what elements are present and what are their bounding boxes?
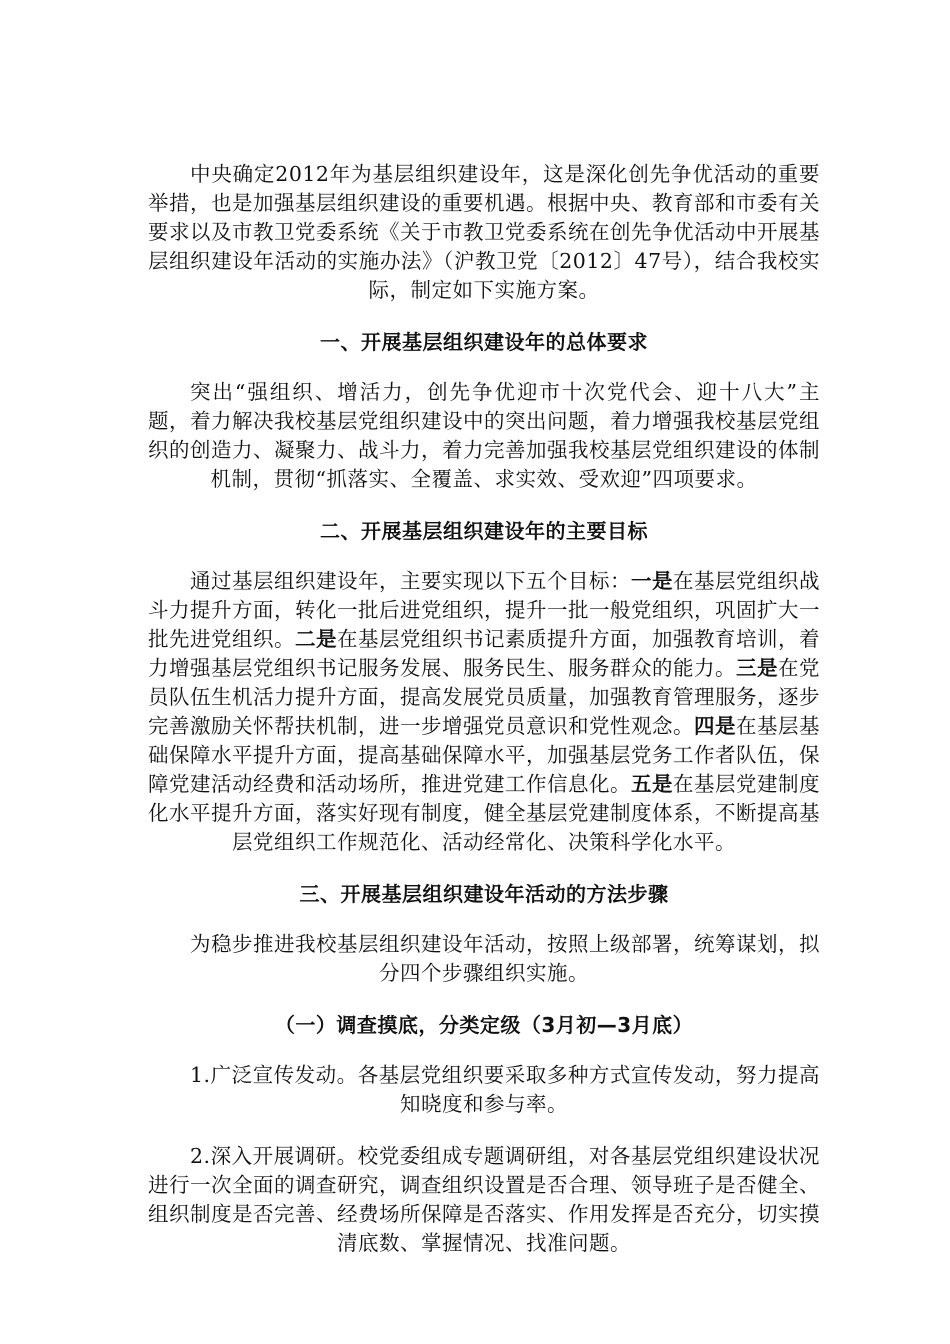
section-3-heading: 三、开展基层组织建设年活动的方法步骤 [299,882,669,906]
goal-2-label: 二是 [295,627,337,651]
section-2-heading: 二、开展基层组织建设年的主要目标 [320,519,648,543]
goal-4-label: 四是 [694,714,736,738]
intro-paragraph: 中央确定2012年为基层组织建设年，这是深化创先争优活动的重要举措，也是加强基层组织建设的重要机遇。根据中央、教育部和市委有关要求以及市教卫党委系统《关于市教卫党委系统在创先争优活动中开展基层组织建设年活动的实施办法》（沪教卫党〔2012〕47号），结合我校实际，制定如下实施方案。 [148,162,820,302]
goal-3-text: 在党员队伍生机活力提升方面，提高发展党员质量，加强教育管理服务，逐步完善激励关怀帮扶机制，进一步增强党员意识和党性观念。 [148,656,820,738]
goal-5-label: 五是 [631,772,673,796]
section-2-body [148,567,820,857]
step-1-item-1: 1.广泛宣传发动。各基层党组织要采取多种方式宣传发动，努力提高知晓度和参与率。 [190,1063,820,1116]
goal-5-text: 在基层党建制度化水平提升方面，落实好现有制度，健全基层党建制度体系，不断提高基层党组织工作规范化、活动经常化、决策科学化水平。 [148,772,820,854]
step-1-item-2: 2.深入开展调研。校党委组成专题调研组，对各基层党组织建设状况进行一次全面的调查研究，调查组织设置是否合理、领导班子是否健全、组织制度是否完善、经费场所保障是否落实、作用发挥是否充分，切实摸清底数、掌握情况、找准问题。 [148,1144,820,1255]
goal-3-label: 三是 [736,656,778,680]
goal-1-label: 一是 [631,569,673,593]
goal-1-text: 在基层党组织战斗力提升方面，转化一批后进党组织，提升一批一般党组织，巩固扩大一批先进党组织。 [148,569,820,651]
section-3-body: 为稳步推进我校基层组织建设年活动，按照上级部署，统筹谋划，拟分四个步骤组织实施。 [190,932,820,985]
goals-lead: 通过基层组织建设年，主要实现以下五个目标： [190,569,631,593]
goal-4-text: 在基层基础保障水平提升方面，提高基础保障水平，加强基层党务工作者队伍，保障党建活动经费和活动场所，推进党建工作信息化。 [148,714,820,796]
goal-2-text: 在基层党组织书记素质提升方面，加强教育培训，着力增强基层党组织书记服务发展、服务民生、服务群众的能力。 [148,627,820,680]
section-1-heading: 一、开展基层组织建设年的总体要求 [320,330,648,354]
section-1-body: 突出“强组织、增活力，创先争优迎市十次党代会、迎十八大”主题，着力解决我校基层党组织建设中的突出问题，着力增强我校基层党组织的创造力、凝聚力、战斗力，着力完善加强我校基层党组织建设的体制机制，贯彻“抓落实、全覆盖、求实效、受欢迎”四项要求。 [148,380,820,491]
step-1-heading: （一）调查摸底，分类定级（3月初—3月底） [274,1013,694,1037]
document-body [148,160,820,1258]
